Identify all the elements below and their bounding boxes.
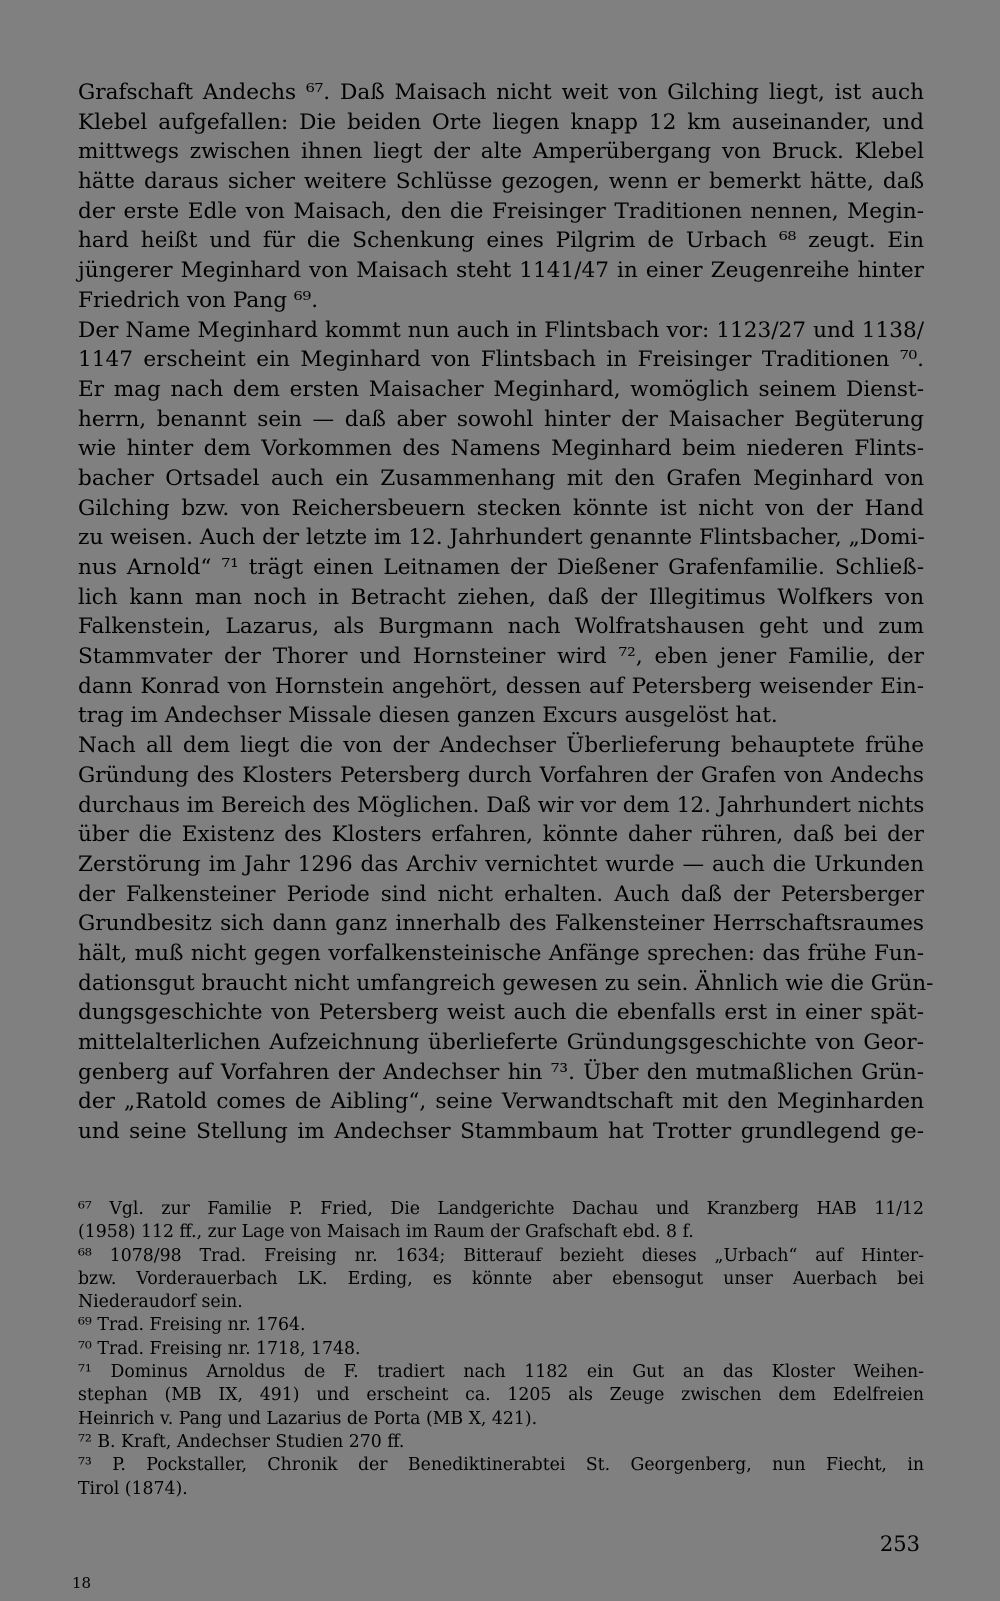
footnote-line: Heinrich v. Pang und Lazarius de Porta (MB X, 421).: [78, 1408, 538, 1429]
text-line: nus Arnold“ ⁷¹ trägt einen Leitnamen der Dießener Grafenfamilie. Schließ-: [78, 555, 924, 580]
text-line: genberg auf Vorfahren der Andechser hin ⁷³. Über den mutmaßlichen Grün-: [78, 1059, 924, 1085]
text-line: mittelalterlichen Aufzeichnung überlieferte Gründungsgeschichte von Geor-: [78, 1030, 924, 1055]
text-line: dationsgut braucht nicht umfangreich gewesen zu sein. Ähnlich wie die Grün-: [78, 970, 934, 996]
text-line: hält, muß nicht gegen vorfalkensteinische Anfänge sprechen: das frühe Fun-: [78, 940, 924, 966]
text-line: herrn, benannt sein — daß aber sowohl hinter der Maisacher Begüterung: [78, 406, 924, 432]
footnote-line: ⁷² B. Kraft, Andechser Studien 270 ff.: [78, 1431, 405, 1452]
text-line: trag im Andechser Missale diesen ganzen Excurs ausgelöst hat.: [78, 703, 778, 729]
footnote-line: ⁷¹ Dominus Arnoldus de F. tradiert nach 1182 ein Gut an das Kloster Weihen-: [78, 1362, 924, 1383]
text-line: dungsgeschichte von Petersberg weist auch die ebenfalls erst in einer spät-: [78, 1000, 924, 1026]
text-line: der Falkensteiner Periode sind nicht erhalten. Auch daß der Petersberger: [78, 881, 924, 907]
footnote-line: stephan (MB IX, 491) und erscheint ca. 1205 als Zeuge zwischen dem Edelfreien: [78, 1385, 924, 1406]
text-line: Der Name Meginhard kommt nun auch in Flintsbach vor: 1123/27 und 1138/: [78, 317, 924, 343]
footnote-line: ⁷⁰ Trad. Freising nr. 1718, 1748.: [78, 1338, 361, 1359]
text-line: 1147 erscheint ein Meginhard von Flintsbach in Freisinger Traditionen ⁷⁰.: [78, 347, 924, 373]
text-line: und seine Stellung im Andechser Stammbaum hat Trotter grundlegend ge-: [78, 1119, 924, 1145]
footnote-line: ⁶⁹ Trad. Freising nr. 1764.: [78, 1315, 306, 1336]
text-line: durchaus im Bereich des Möglichen. Daß wir vor dem 12. Jahrhundert nichts: [78, 792, 925, 818]
text-line: Falkenstein, Lazarus, als Burgmann nach Wolfratshausen geht und zum: [78, 614, 924, 640]
text-line: Nach all dem liegt die von der Andechser Überlieferung behauptete frühe: [78, 733, 924, 759]
footnote-line: Niederaudorf sein.: [78, 1292, 243, 1313]
footnote-line: ⁷³ P. Pockstaller, Chronik der Benediktinerabtei St. Georgenberg, nun Fiecht, in: [78, 1455, 924, 1476]
text-line: jüngerer Meginhard von Maisach steht 1141/47 in einer Zeugenreihe hinter: [78, 258, 924, 284]
text-line: Gründung des Klosters Petersberg durch Vorfahren der Grafen von Andechs: [78, 762, 924, 788]
text-line: bacher Ortsadel auch ein Zusammenhang mit den Grafen Meginhard von: [78, 465, 924, 491]
text-line: zu weisen. Auch der letzte im 12. Jahrhundert genannte Flintsbacher, „Domi-: [78, 525, 925, 551]
footnote-line: bzw. Vorderauerbach LK. Erding, es könnte aber ebensogut unser Auerbach bei: [78, 1268, 924, 1289]
text-line: hard heißt und für die Schenkung eines Pilgrim de Urbach ⁶⁸ zeugt. Ein: [78, 228, 924, 254]
text-line: Gilching bzw. von Reichersbeuern stecken könnte ist nicht von der Hand: [78, 495, 924, 521]
text-line: Grundbesitz sich dann ganz innerhalb des Falkensteiner Herrschaftsraumes: [78, 911, 924, 937]
text-line: der erste Edle von Maisach, den die Freisinger Traditionen nennen, Megin-: [78, 198, 924, 224]
main-text: [78, 78, 934, 1147]
text-line: über die Existenz des Klosters erfahren, könnte daher rühren, daß bei der: [78, 822, 924, 848]
footnotes: [78, 1198, 924, 1501]
text-line: Grafschaft Andechs ⁶⁷. Daß Maisach nicht weit von Gilching liegt, ist auch: [78, 80, 924, 105]
footnote-line: ⁶⁷ Vgl. zur Familie P. Fried, Die Landgerichte Dachau und Kranzberg HAB 11/12: [78, 1199, 924, 1219]
footnote-line: Tirol (1874).: [78, 1478, 188, 1499]
page-number: 253: [879, 1532, 920, 1556]
text-line: Er mag nach dem ersten Maisacher Meginhard, womöglich seinem Dienst-: [78, 376, 924, 402]
printer-signature: 18: [72, 1574, 92, 1592]
text-line: wie hinter dem Vorkommen des Namens Meginhard beim niederen Flints-: [78, 436, 924, 462]
text-line: mittwegs zwischen ihnen liegt der alte Amperübergang von Bruck. Klebel: [78, 139, 924, 165]
text-line: lich kann man noch in Betracht ziehen, daß der Illegitimus Wolfkers von: [78, 584, 924, 610]
footnote-line: ⁶⁸ 1078/98 Trad. Freising nr. 1634; Bitterauf bezieht dieses „Urbach“ auf Hinter-: [78, 1245, 924, 1266]
text-line: Friedrich von Pang ⁶⁹.: [78, 287, 319, 313]
text-line: Stammvater der Thorer und Hornsteiner wird ⁷², eben jener Familie, der: [78, 644, 924, 670]
footnote-line: (1958) 112 ff., zur Lage von Maisach im Raum der Grafschaft ebd. 8 f.: [78, 1222, 694, 1243]
text-line: hätte daraus sicher weitere Schlüsse gezogen, wenn er bemerkt hätte, daß: [78, 169, 924, 195]
text-line: Klebel aufgefallen: Die beiden Orte liegen knapp 12 km auseinander, und: [78, 109, 924, 135]
text-line: dann Konrad von Hornstein angehört, dessen auf Petersberg weisender Ein-: [78, 673, 924, 699]
text-line: der „Ratold comes de Aibling“, seine Verwandtschaft mit den Meginharden: [78, 1089, 924, 1115]
text-line: Zerstörung im Jahr 1296 das Archiv vernichtet wurde — auch die Urkunden: [78, 851, 924, 877]
